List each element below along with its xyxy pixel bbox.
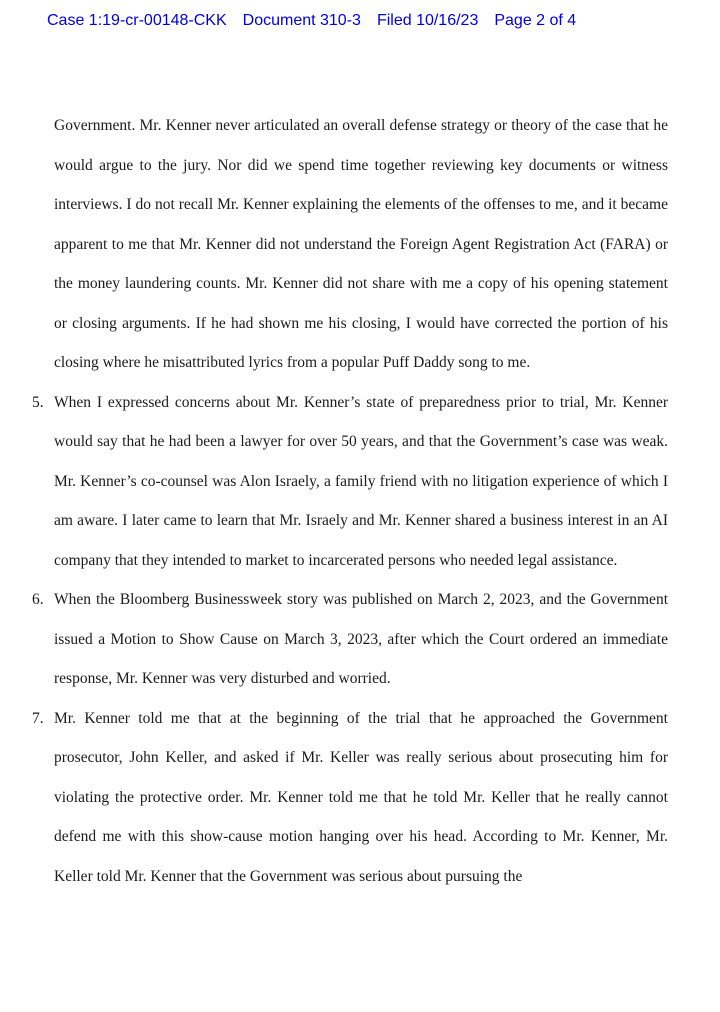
- paragraph-text: Mr. Kenner told me that at the beginning of the trial that he approached the Government prosecutor, John Keller, and asked if Mr. Keller was really serious about prosecuting him for violating the protective order. Mr. Kenner told me that he told Mr. Keller that he really cannot defend me with this show-cause motion hanging over his head. According to Mr. Kenner, Mr. Keller told Mr. Kenner that the Government was serious about pursuing the: [54, 709, 668, 885]
- paragraph: [32, 383, 668, 581]
- paragraph: [32, 699, 668, 897]
- paragraph-number: 5.: [32, 393, 44, 411]
- page-indicator: Page 2 of 4: [494, 12, 577, 29]
- paragraph: [32, 580, 668, 699]
- paragraph: [54, 106, 668, 383]
- case-number: Case 1:19-cr-00148-CKK: [47, 12, 227, 29]
- document-body: [32, 106, 668, 896]
- filed-date: Filed 10/16/23: [376, 12, 479, 29]
- paragraph-number: 6.: [32, 591, 44, 608]
- paragraph-text: When I expressed concerns about Mr. Kenner’s state of preparedness prior to trial, Mr. Kenner would say that he had been a lawyer for over 50 years, and that the Government’s case was weak. Mr. Kenner’s co-counsel was Alon Israely, a family friend with no litigation experience of which I am aware. I later came to learn that Mr. Israely and Mr. Kenner shared a business interest in an AI company that they intended to market to incarcerated persons who needed legal assistance.: [54, 393, 668, 569]
- paragraph-text: Government. Mr. Kenner never articulated an overall defense strategy or theory of the case that he would argue to the jury. Nor did we spend time together reviewing key documents or witness interviews. I do not recall Mr. Kenner explaining the elements of the offenses to me, and it became apparent to me that Mr. Kenner did not understand the Foreign Agent Registration Act (FARA) or the money laundering counts. Mr. Kenner did not share with me a copy of his opening statement or closing arguments. If he had shown me his closing, I would have corrected the portion of his closing where he misattributed lyrics from a popular Puff Daddy song to me.: [54, 117, 668, 371]
- paragraph-text: When the Bloomberg Businessweek story was published on March 2, 2023, and the Government issued a Motion to Show Cause on March 3, 2023, after which the Court ordered an immediate response, Mr. Kenner was very disturbed and worried.: [54, 591, 668, 687]
- pacer-case-header: [47, 12, 700, 30]
- document-number: Document 310-3: [242, 12, 361, 29]
- paragraph-number: 7.: [32, 709, 44, 727]
